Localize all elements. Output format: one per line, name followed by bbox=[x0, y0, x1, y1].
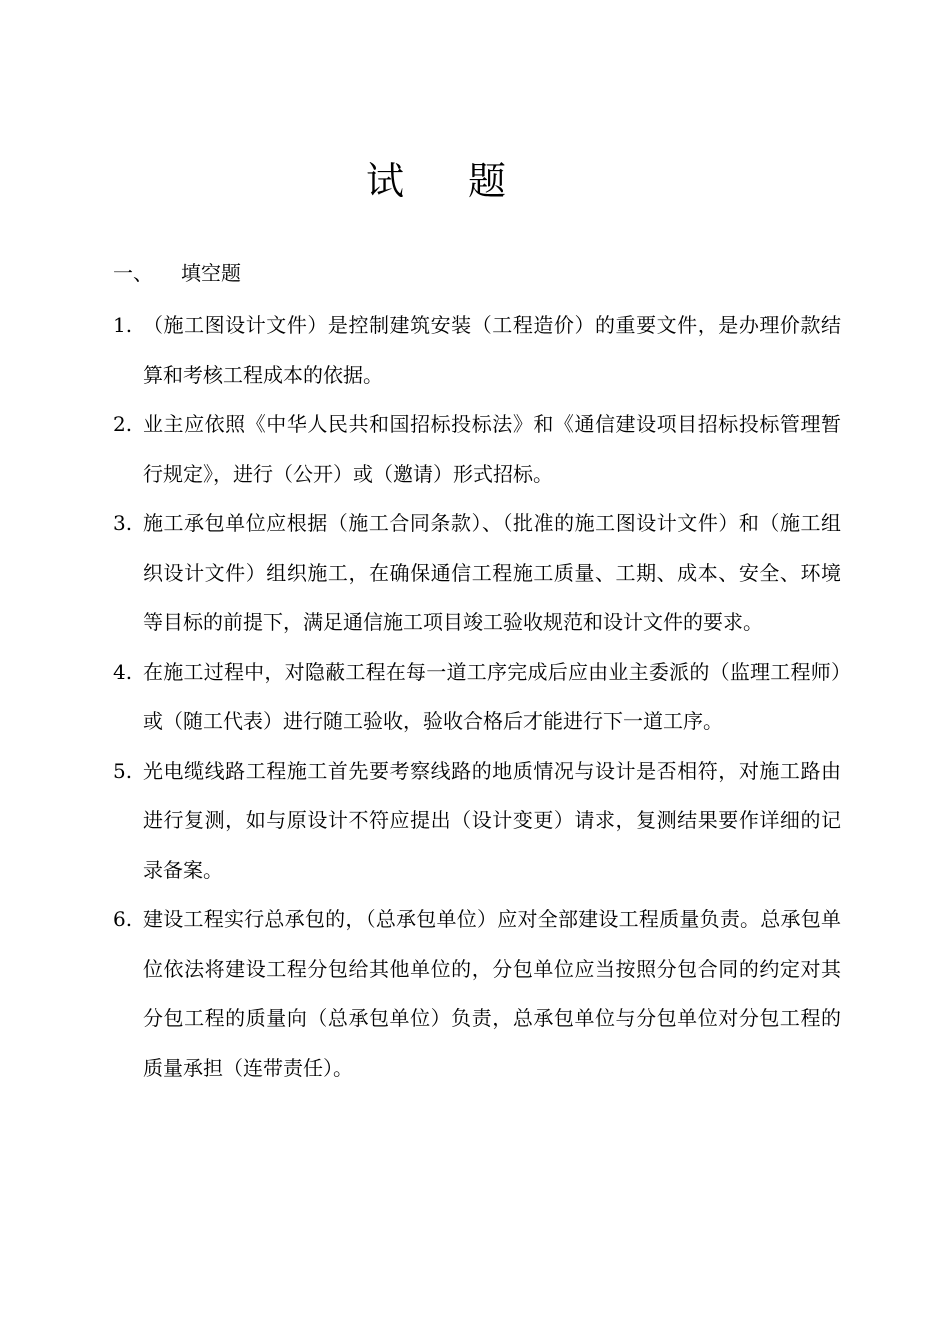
question-item bbox=[113, 648, 841, 747]
question-item bbox=[113, 301, 841, 400]
question-item bbox=[113, 499, 841, 648]
page-title bbox=[0, 150, 872, 205]
section-heading bbox=[113, 258, 241, 288]
section-number: 一、 bbox=[113, 261, 153, 285]
question-text: （施工图设计文件）是控制建筑安装（工程造价）的重要文件，是办理价款结算和考核工程成本的依据。 bbox=[143, 313, 841, 387]
question-text: 在施工过程中，对隐蔽工程在每一道工序完成后应由业主委派的（监理工程师）或（随工代表）进行随工验收，验收合格后才能进行下一道工序。 bbox=[143, 659, 841, 733]
question-list bbox=[113, 301, 841, 1093]
question-number: 1. bbox=[113, 313, 133, 337]
question-number: 3. bbox=[113, 511, 133, 535]
question-item bbox=[113, 895, 841, 1093]
question-text: 建设工程实行总承包的，（总承包单位）应对全部建设工程质量负责。总承包单位依法将建设工程分包给其他单位的，分包单位应当按照分包合同的约定对其分包工程的质量向（总承包单位）负责，总承包单位与分包单位对分包工程的质量承担（连带责任）。 bbox=[143, 907, 841, 1080]
title-char: 题 bbox=[467, 159, 506, 203]
question-number: 5. bbox=[113, 758, 133, 783]
question-item bbox=[113, 747, 841, 896]
question-text: 光电缆线路工程施工首先要考察线路的地质情况与设计是否相符，对施工路由进行复测，如与原设计不符应提出（设计变更）请求，复测结果要作详细的记录备案。 bbox=[143, 758, 841, 882]
question-item bbox=[113, 400, 841, 499]
question-text: 施工承包单位应根据（施工合同条款）、（批准的施工图设计文件）和（施工组织设计文件）组织施工，在确保通信工程施工质量、工期、成本、安全、环境等目标的前提下，满足通信施工项目竣工验收规范和设计文件的要求。 bbox=[143, 511, 841, 634]
section-label: 填空题 bbox=[181, 261, 241, 285]
question-number: 6. bbox=[113, 907, 133, 931]
question-number: 4. bbox=[113, 659, 133, 684]
question-text: 业主应依照《中华人民共和国招标投标法》和《通信建设项目招标投标管理暂行规定》，进行（公开）或（邀请）形式招标。 bbox=[143, 412, 841, 486]
title-char: 试 bbox=[365, 159, 404, 203]
question-number: 2. bbox=[113, 412, 133, 436]
